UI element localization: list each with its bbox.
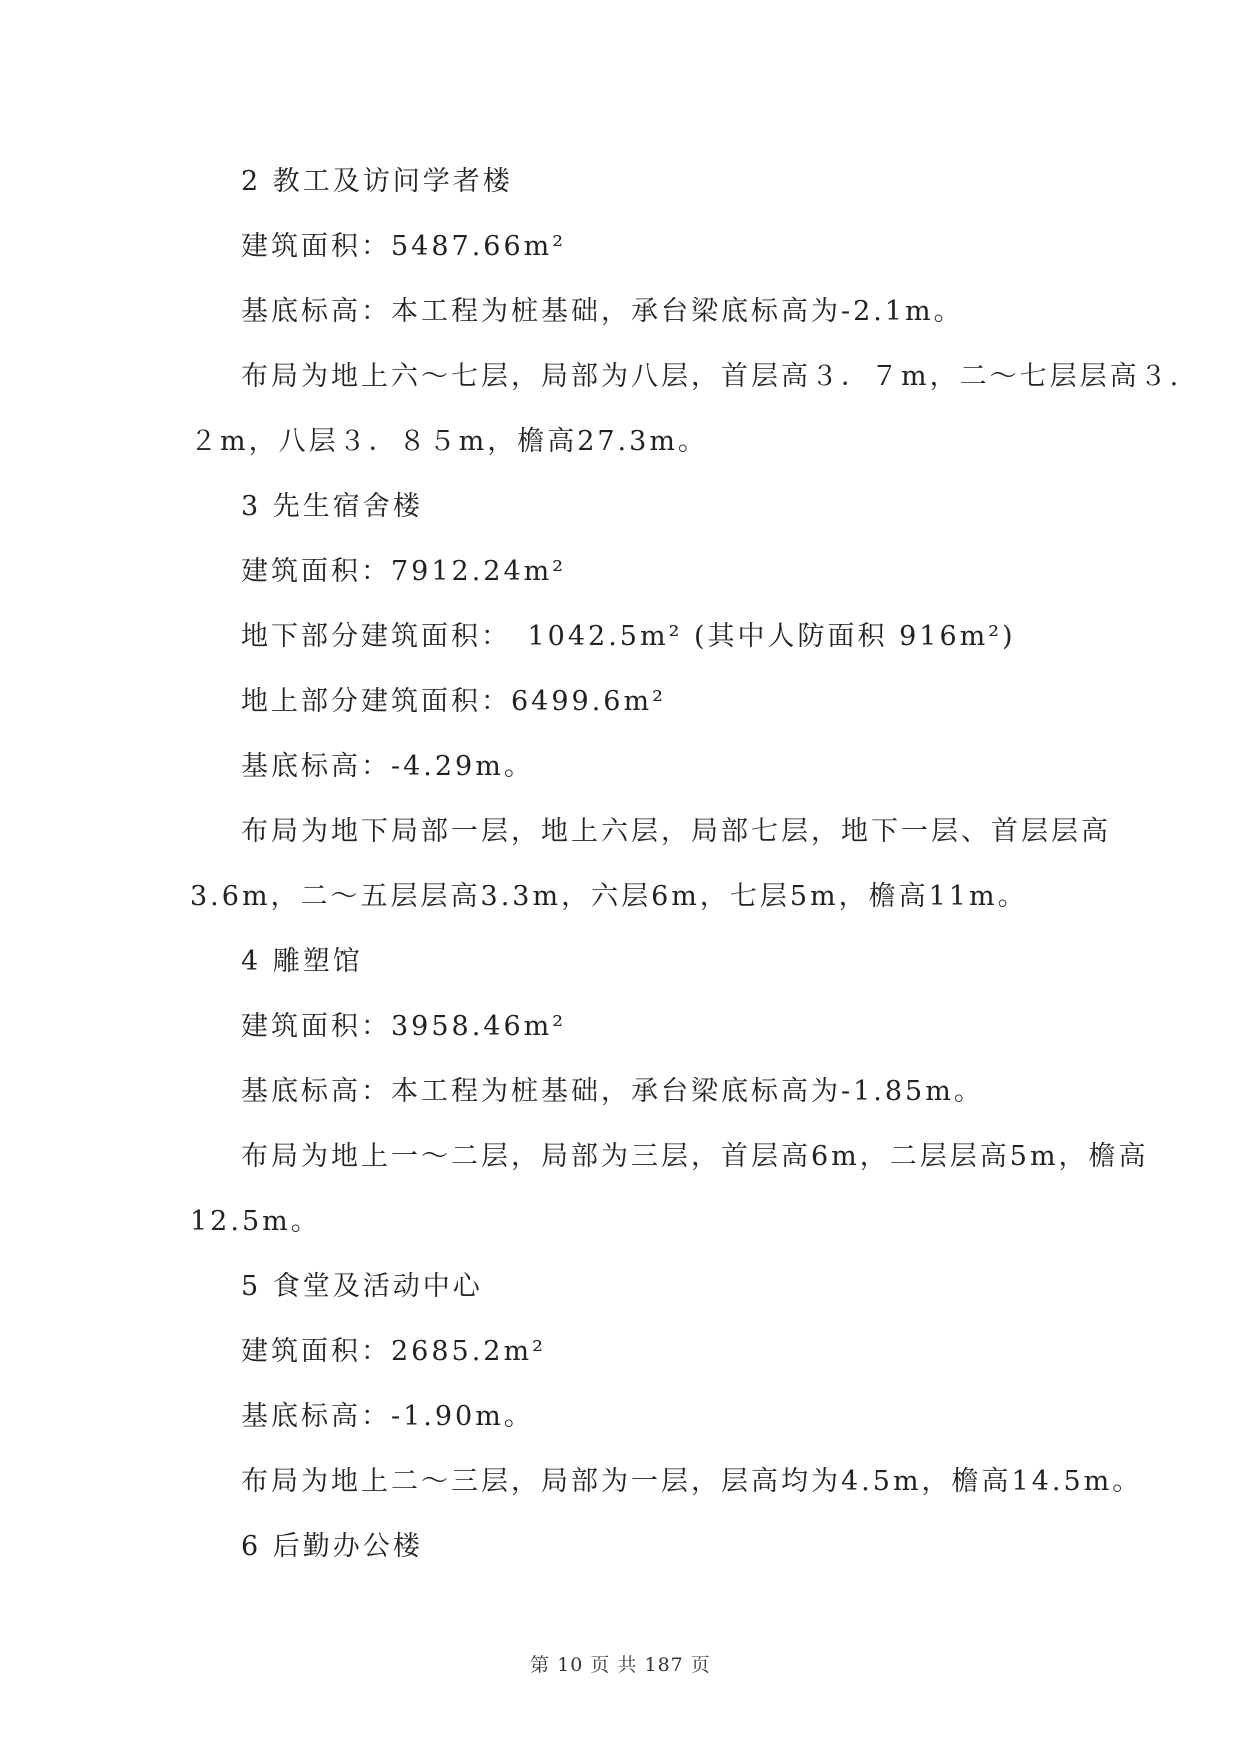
text-line: ２m，八层３．８５m，檐高27.3m。 xyxy=(190,426,708,457)
text-line: 基底标高：本工程为桩基础，承台梁底标高为-1.85m。 xyxy=(241,1076,984,1107)
heading-sculpture-hall: 4 雕塑馆 xyxy=(241,946,363,977)
text-line: 地上部分建筑面积：6499.6m² xyxy=(241,686,666,717)
text-line: 3.6m，二～五层层高3.3m，六层6m，七层5m，檐高11m。 xyxy=(190,881,1028,912)
text-line: 基底标高：-4.29m。 xyxy=(241,751,534,782)
text-line: 布局为地下局部一层，地上六层，局部七层，地下一层、首层层高 xyxy=(241,816,1111,847)
text-line: 地下部分建筑面积： 1042.5m² (其中人防面积 916m²) xyxy=(241,621,1016,652)
heading-dorm-building: 3 先生宿舍楼 xyxy=(241,491,423,522)
text-line: 建筑面积：2685.2m² xyxy=(241,1336,546,1367)
text-line: 布局为地上一～二层，局部为三层，首层高6m，二层层高5m，檐高 xyxy=(241,1141,1149,1172)
text-line: 布局为地上二～三层，局部为一层，层高均为4.5m，檐高14.5m。 xyxy=(241,1466,1143,1497)
page-number-footer: 第 10 页 共 187 页 xyxy=(530,1654,711,1676)
text-line: 布局为地上六～七层，局部为八层，首层高３．７m，二～七层层高３. xyxy=(241,361,1182,392)
text-line: 建筑面积：3958.46m² xyxy=(241,1011,567,1042)
heading-teacher-building: 2 教工及访问学者楼 xyxy=(241,166,513,197)
text-line: 基底标高：本工程为桩基础，承台梁底标高为-2.1m。 xyxy=(241,296,964,327)
heading-canteen: 5 食堂及活动中心 xyxy=(241,1271,483,1302)
text-line: 建筑面积：5487.66m² xyxy=(241,231,567,262)
text-line: 基底标高：-1.90m。 xyxy=(241,1401,534,1432)
heading-logistics-office: 6 后勤办公楼 xyxy=(241,1531,423,1562)
text-line: 12.5m。 xyxy=(190,1206,321,1237)
text-line: 建筑面积：7912.24m² xyxy=(241,556,567,587)
